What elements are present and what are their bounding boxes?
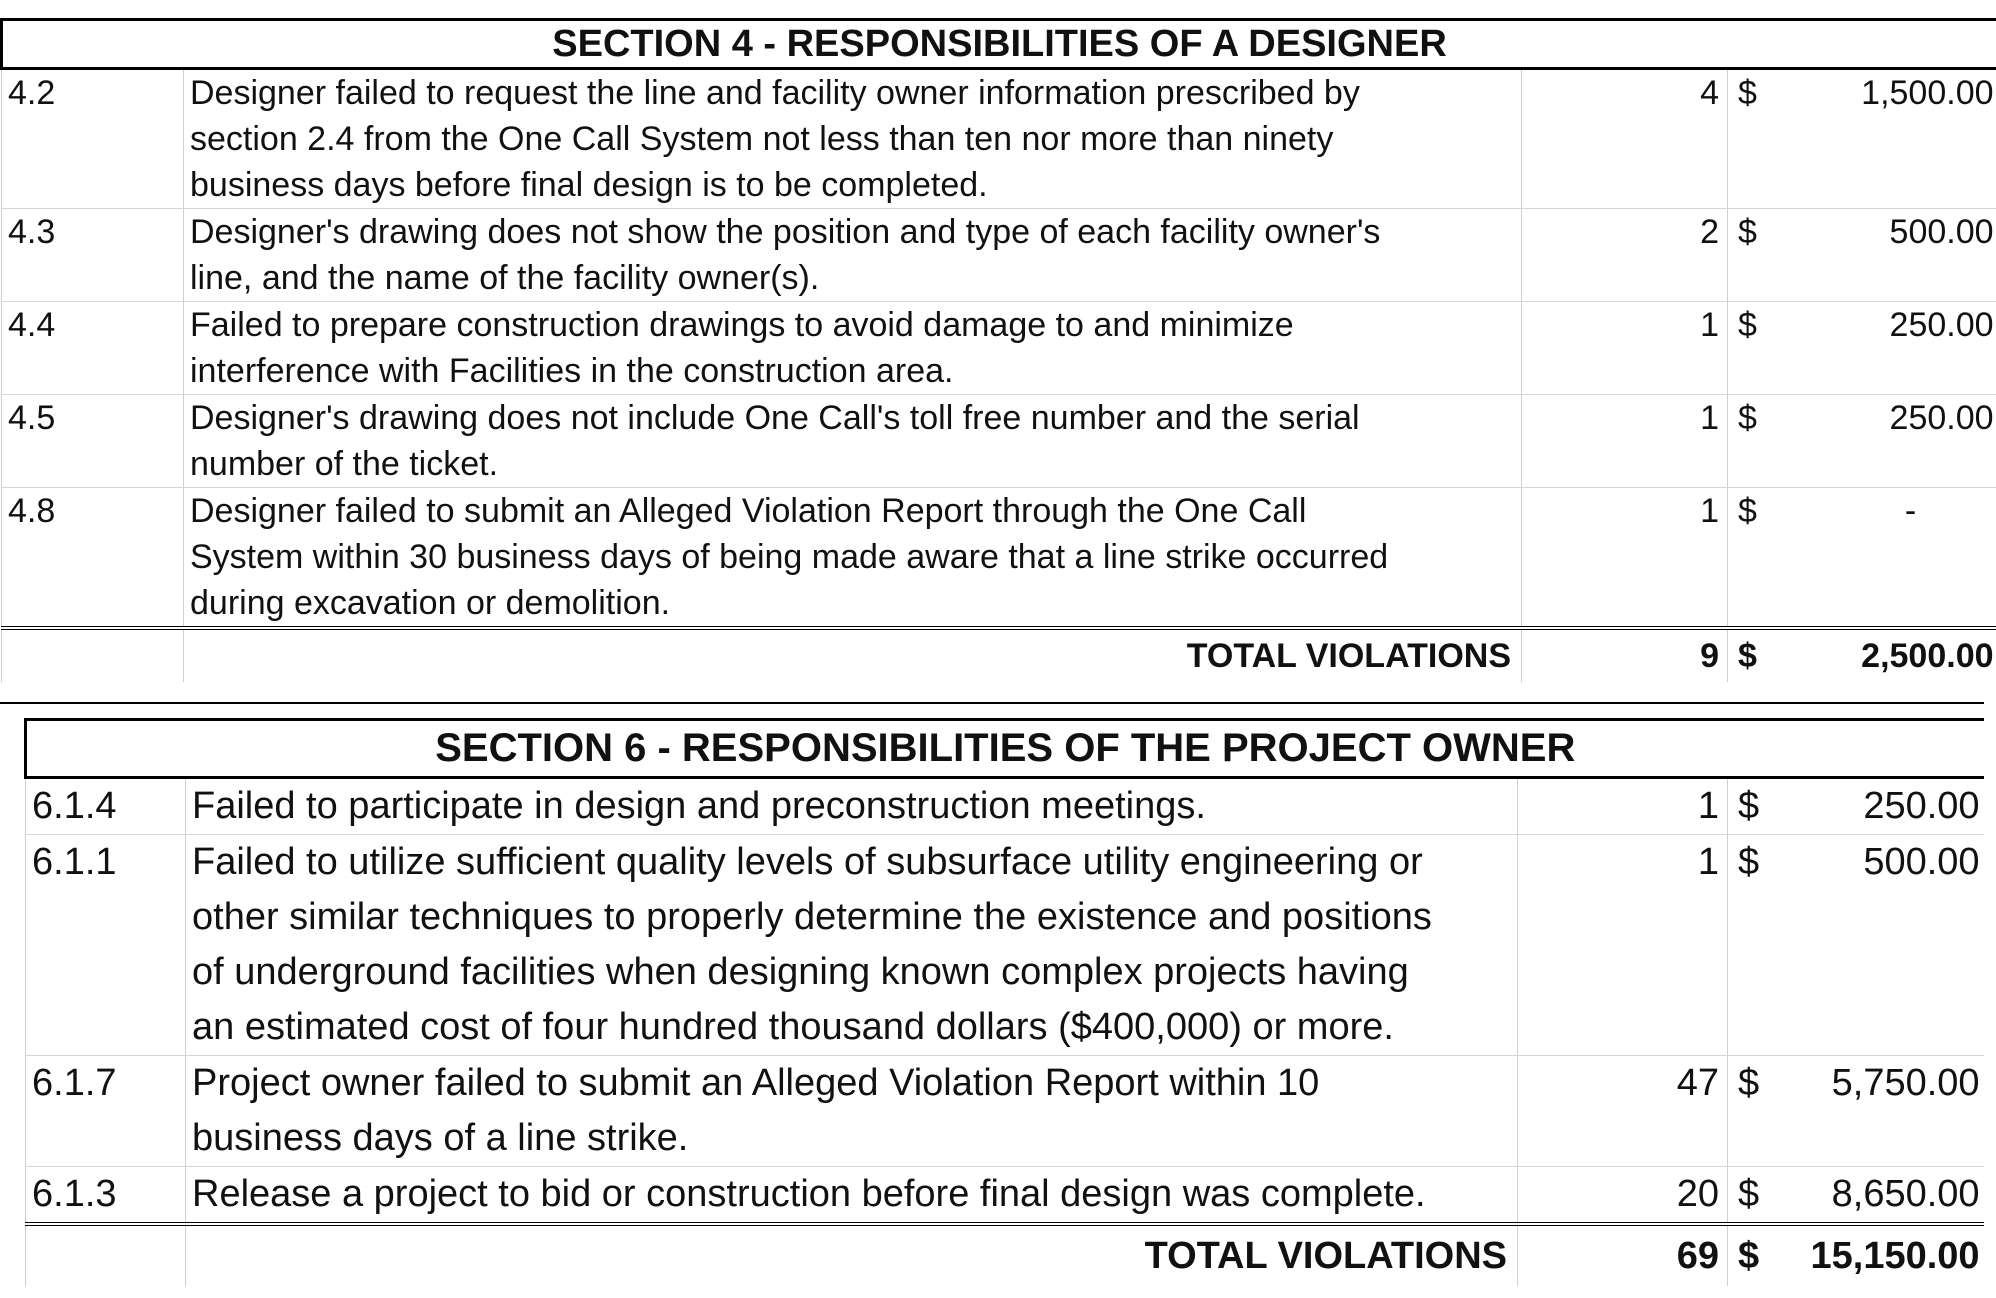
total-label: TOTAL VIOLATIONS	[186, 1224, 1518, 1286]
violation-amount: 500.00	[1788, 209, 1996, 302]
violation-code: 4.3	[2, 209, 184, 302]
total-code-cell	[2, 628, 184, 682]
table-row	[2, 209, 1996, 302]
violation-description: Project owner failed to submit an Alleged Violation Report within 10 business days of a line strike.	[186, 1056, 1518, 1167]
violation-amount: 250.00	[1788, 778, 1984, 835]
table-row	[26, 835, 1984, 1056]
section-4-title-row	[2, 20, 1996, 69]
violation-code: 6.1.7	[26, 1056, 186, 1167]
violation-count: 20	[1518, 1167, 1728, 1225]
total-count: 9	[1522, 628, 1728, 682]
section-4-sheet	[0, 18, 1996, 682]
violation-description: Failed to prepare construction drawings to avoid damage to and minimize interference with Facilities in the construction area.	[184, 302, 1522, 395]
table-row	[2, 69, 1996, 209]
currency-symbol: $	[1738, 637, 1757, 675]
violation-code: 4.5	[2, 395, 184, 488]
table-row	[2, 395, 1996, 488]
table-row	[2, 302, 1996, 395]
violation-count: 2	[1522, 209, 1728, 302]
violation-code: 6.1.1	[26, 835, 186, 1056]
currency-symbol: $	[1738, 1235, 1760, 1277]
violation-code: 6.1.3	[26, 1167, 186, 1225]
violation-description: Designer failed to submit an Alleged Violation Report through the One Call System within 30 business days of being made aware that a line strike occurred during excavation or demolition.	[184, 488, 1522, 629]
currency-symbol: $	[1728, 835, 1788, 1056]
violation-amount: 500.00	[1788, 835, 1984, 1056]
violation-count: 47	[1518, 1056, 1728, 1167]
total-code-cell	[26, 1224, 186, 1286]
section-divider	[0, 702, 1984, 704]
total-count: 69	[1518, 1224, 1728, 1286]
violation-description: Designer's drawing does not include One Call's toll free number and the serial number of the ticket.	[184, 395, 1522, 488]
violation-count: 1	[1522, 302, 1728, 395]
currency-symbol: $	[1728, 69, 1788, 209]
violation-count: 1	[1518, 835, 1728, 1056]
currency-symbol: $	[1728, 1167, 1788, 1225]
table-row	[26, 1167, 1984, 1225]
violation-amount: 1,500.00	[1788, 69, 1996, 209]
total-row	[2, 628, 1996, 682]
violation-amount: 8,650.00	[1788, 1167, 1984, 1225]
total-label: TOTAL VIOLATIONS	[184, 628, 1522, 682]
currency-symbol: $	[1728, 209, 1788, 302]
section-6-title: SECTION 6 - RESPONSIBILITIES OF THE PROJECT OWNER	[26, 720, 1984, 778]
total-amount: 2,500.00	[1861, 637, 1994, 675]
section-6-title-row	[26, 720, 1984, 778]
currency-symbol: $	[1728, 1056, 1788, 1167]
violation-description: Failed to utilize sufficient quality levels of subsurface utility engineering or other similar techniques to properly determine the existence and positions of underground facilities when designing known complex projects having an estimated cost of four hundred thousand dollars ($400,000) or more.	[186, 835, 1518, 1056]
violation-amount: 5,750.00	[1788, 1056, 1984, 1167]
section-6-table	[24, 718, 1984, 1286]
violation-amount: -	[1788, 488, 1996, 629]
violation-code: 4.8	[2, 488, 184, 629]
total-row	[26, 1224, 1984, 1286]
violation-count: 1	[1522, 395, 1728, 488]
violation-count: 1	[1522, 488, 1728, 629]
violation-description: Release a project to bid or construction before final design was complete.	[186, 1167, 1518, 1225]
total-amount: 15,150.00	[1810, 1235, 1980, 1277]
currency-symbol: $	[1728, 302, 1788, 395]
section-6-sheet	[24, 718, 1984, 1286]
violation-amount: 250.00	[1788, 302, 1996, 395]
table-row	[26, 778, 1984, 835]
section-4-table	[0, 18, 1996, 682]
table-row	[26, 1056, 1984, 1167]
violation-count: 1	[1518, 778, 1728, 835]
violation-code: 4.2	[2, 69, 184, 209]
currency-symbol: $	[1728, 778, 1788, 835]
violation-code: 6.1.4	[26, 778, 186, 835]
violation-code: 4.4	[2, 302, 184, 395]
violation-description: Designer's drawing does not show the position and type of each facility owner's line, and the name of the facility owner(s).	[184, 209, 1522, 302]
currency-symbol: $	[1728, 395, 1788, 488]
violation-description: Failed to participate in design and preconstruction meetings.	[186, 778, 1518, 835]
violation-count: 4	[1522, 69, 1728, 209]
violation-amount: 250.00	[1788, 395, 1996, 488]
currency-symbol: $	[1728, 488, 1788, 629]
violation-description: Designer failed to request the line and facility owner information prescribed by section 2.4 from the One Call System not less than ten nor more than ninety business days before final design is to be completed.	[184, 69, 1522, 209]
section-4-title: SECTION 4 - RESPONSIBILITIES OF A DESIGNER	[2, 20, 1996, 69]
table-row	[2, 488, 1996, 629]
